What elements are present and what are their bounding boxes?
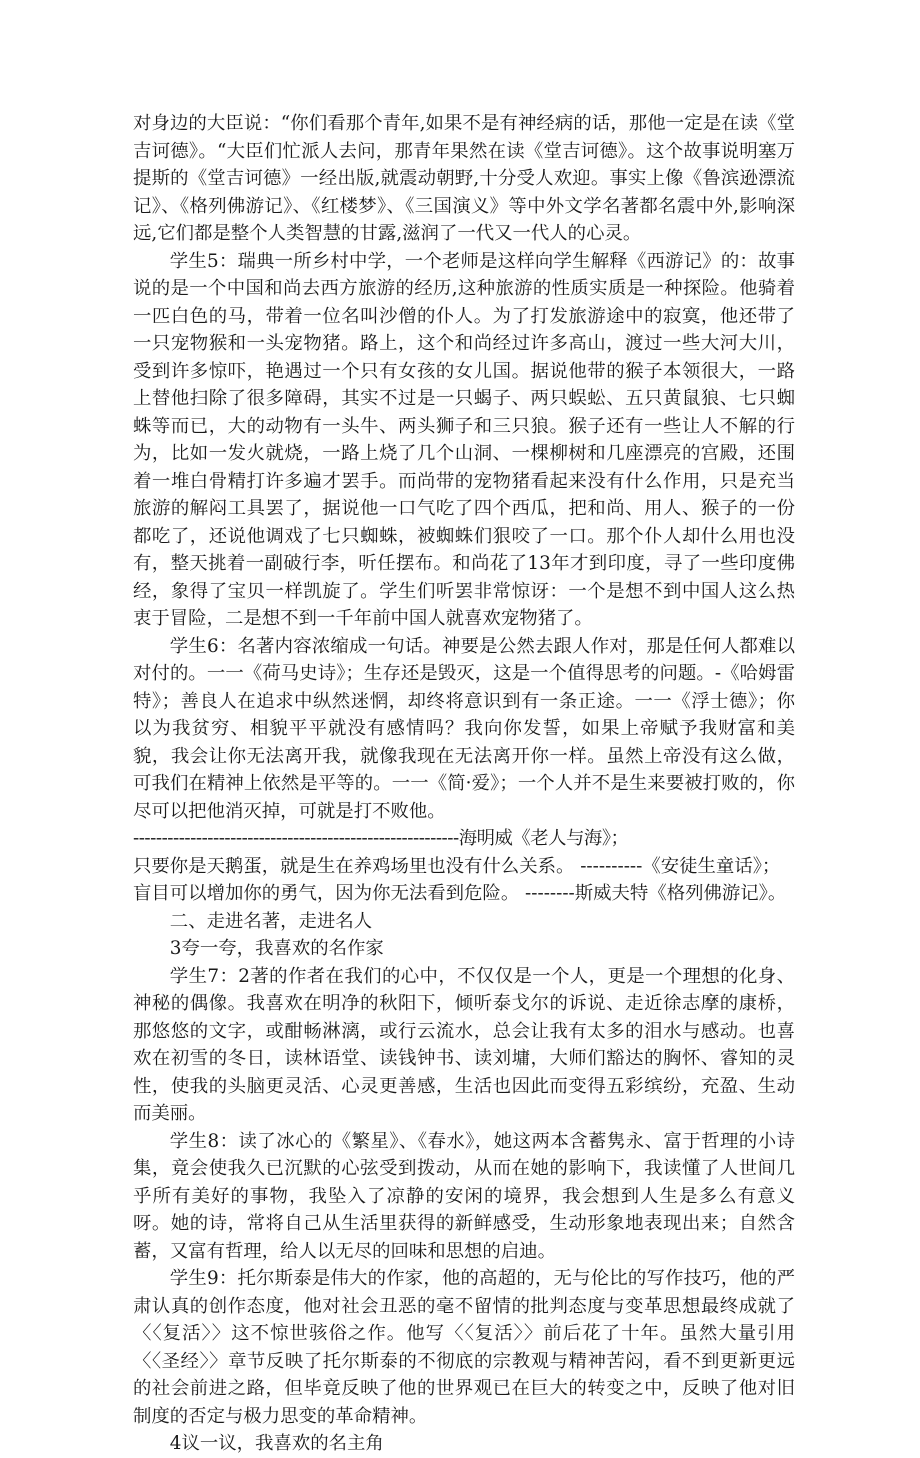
paragraph-student-5: 学生5：瑞典一所乡村中学，一个老师是这样向学生解释《西游记》的：故事说的是一个中国和尚去西方旅游的经历,这种旅游的性质实质是一种探险。他骑着一匹白色的马，带着一位名叫沙僧的仆人。为了打发旅游途中的寂寞，他还带了一只宠物猴和一头宠物猪。路上，这个和尚经过许多高山，渡过一些大河大川，受到许多惊吓，艳遇过一个只有女孩的女儿国。据说他带的猴子本领很大，一路上替他扫除了很多障碍，其实不过是一只蝎子、两只蜈蚣、五只黄鼠狼、七只蜘蛛等而已，大的动物有一头牛、两头狮子和三只狼。猴子还有一些让人不解的行为，比如一发火就烧，一路上烧了几个山洞、一棵柳树和几座漂亮的宫殿，还围着一堆白骨精打许多遍才罢手。而尚带的宠物猪看起来没有什么作用，只是充当旅游的解闷工具罢了，据说他一口气吃了四个西瓜，把和尚、用人、猴子的一份都吃了，还说他调戏了七只蜘蛛，被蜘蛛们狠咬了一口。那个仆人却什么用也没有，整天挑着一副破行李，听任摆布。和尚花了13年才到印度，寻了一些印度佛经，象得了宝贝一样凯旋了。学生们听罢非常惊讶：一个是想不到中国人这么热衷于冒险，二是想不到一千年前中国人就喜欢宠物猪了。 bbox=[133, 250, 795, 629]
paragraph-student-6: 学生6：名著内容浓缩成一句话。神要是公然去跟人作对，那是任何人都难以对付的。一一《荷马史诗》；生存还是毁灭，这是一个值得思考的问题。-《哈姆雷特》；善良人在追求中纵然迷惘，却终将意识到有一条正途。一一《浮士德》；你以为我贫穷、相貌平平就没有感情吗？我向你发誓，如果上帝赋予我财富和美貌，我会让你无法离开我，就像我现在无法离开你一样。虽然上帝没有这么做，可我们在精神上依然是平等的。一一《简·爱》；一个人并不是生来要被打败的，你尽可以把他消灭掉，可就是打不败他。 bbox=[133, 635, 795, 822]
paragraph-student-7: 学生7：2著的作者在我们的心中，不仅仅是一个人，更是一个理想的化身、神秘的偶像。我喜欢在明净的秋阳下，倾听泰戈尔的诉说、走近徐志摩的康桥，那悠悠的文字，或酣畅淋漓，或行云流水，总会让我有太多的泪水与感动。也喜欢在初雪的冬日，读林语堂、读钱钟书、读刘墉，大师们豁达的胸怀、睿知的灵性，使我的头脑更灵活、心灵更善感，生活也因此而变得五彩缤纷，充盈、生动而美丽。 bbox=[133, 965, 795, 1124]
paragraph-intro-continued: 对身边的大臣说：“你们看那个青年,如果不是有神经病的话，那他一定是在读《堂吉诃德》。“大臣们忙派人去问，那青年果然在读《堂吉诃德》。这个故事说明塞万提斯的《堂吉诃德》一经出版,就震动朝野,十分受人欢迎。事实上像《鲁滨逊漂流记》、《格列佛游记》、《红楼梦》、《三国演义》等中外文学名著都名震中外,影响深远,它们都是整个人类智慧的甘露,滋润了一代又一代人的心灵。 bbox=[133, 113, 795, 244]
paragraph-student-9: 学生9：托尔斯泰是伟大的作家，他的高超的，无与伦比的写作技巧，他的严肃认真的创作态度，他对社会丑恶的毫不留情的批判态度与变革思想最终成就了〈〈复活〉〉这不惊世骇俗之作。他写〈〈复活〉〉前后花了十年。虽然大量引用〈〈圣经〉〉章节反映了托尔斯泰的不彻底的宗教观与精神苦闷，看不到更新更远的社会前进之路，但毕竟反映了他的世界观已在巨大的转变之中，反映了他对旧制度的否定与极力思变的革命精神。 bbox=[133, 1268, 795, 1427]
document-body bbox=[133, 110, 795, 1458]
subsection-heading-3: 3夸一夸，我喜欢的名作家 bbox=[169, 938, 384, 959]
section-heading-2: 二、走进名著，走进名人 bbox=[169, 910, 373, 932]
subsection-heading-4: 4议一议，我喜欢的名主角 bbox=[169, 1433, 384, 1454]
paragraph-student-8: 学生8：读了冰心的《繁星》、《春水》，她这两本含蓄隽永、富于哲理的小诗集，竟会使我久已沉默的心弦受到拨动，从而在她的影响下，我读懂了人世间几乎所有美好的事物，我坠入了凉静的安闲的境界，我会想到人生是多么有意义呀。她的诗，常将自己从生活里获得的新鲜感受，生动形象地表现出来；自然含蓄，又富有哲理，给人以无尽的回味和思想的启迪。 bbox=[133, 1130, 795, 1262]
quote-line-swift: 盲目可以增加你的勇气，因为你无法看到危险。 --------斯威夫特《格列佛游记》。 bbox=[133, 883, 787, 904]
quote-line-andersen: 只要你是天鹅蛋，就是生在养鸡场里也没有什么关系。 ----------《安徒生童话》； bbox=[133, 855, 781, 877]
quote-line-hemingway: ---------------------------------------------------------海明威《老人与海》； bbox=[133, 828, 629, 849]
